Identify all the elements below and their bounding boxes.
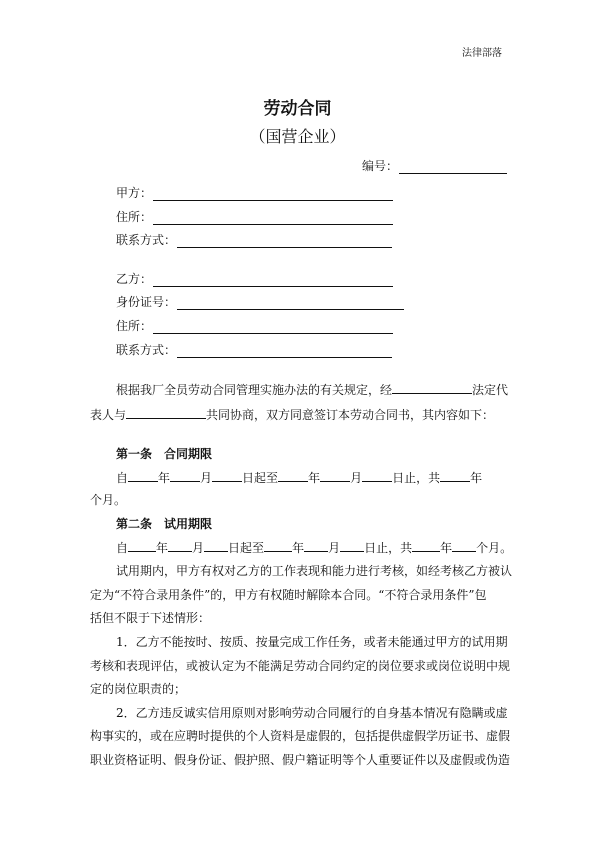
a1-yue-2: 月	[350, 471, 363, 485]
a2-yue-2: 月	[328, 541, 341, 555]
article-2-item-1b: 考核和表现评估，或被认定为不能满足劳动合同约定的岗位要求或岗位说明中规	[90, 659, 511, 673]
article-2-item-2b: 构事实的，或在应聘时提供的个人资料是虚假的，包括提供虚假学历证书、虚假	[90, 729, 511, 743]
party-b-address-blank	[153, 320, 393, 334]
intro-line-2	[90, 405, 494, 423]
a2-blank-day2	[340, 538, 364, 552]
article-1-line-1	[116, 468, 482, 486]
party-b-id-field	[116, 293, 404, 310]
party-a-name-field	[116, 184, 393, 201]
a1-blank-year2	[278, 468, 308, 482]
party-a-address-label: 住所：	[116, 210, 153, 224]
article-2-para-1c: 括但不限于下述情形：	[90, 611, 211, 625]
party-a-contact-field	[116, 231, 392, 248]
party-b-contact-label: 联系方式：	[116, 343, 177, 357]
a2-blank-year2	[264, 538, 292, 552]
party-a-address-field	[116, 208, 393, 225]
party-b-address-label: 住所：	[116, 319, 153, 333]
intro-line-1	[116, 380, 508, 398]
a1-riqizhi: 日起至	[242, 471, 279, 485]
a2-blank-day1	[204, 538, 228, 552]
document-subtitle: （国营企业）	[249, 127, 346, 146]
a1-nian-end: 年	[470, 471, 483, 485]
party-a-name-label: 甲方：	[116, 186, 153, 200]
party-b-contact-field	[116, 341, 392, 358]
a1-blank-day1	[212, 468, 242, 482]
party-b-contact-blank	[177, 344, 392, 358]
a2-nian: 年	[156, 541, 169, 555]
a2-nian-3: 年	[440, 541, 453, 555]
header-brand: 法律部落	[462, 48, 502, 59]
a1-yue: 月	[200, 471, 213, 485]
a2-zi: 自	[116, 541, 129, 555]
contract-number-label: 编号：	[362, 159, 399, 173]
a2-geyue: 个月。	[476, 541, 513, 555]
article-1-line-2: 个月。	[90, 493, 127, 507]
article-2-para-1b: 定为“不符合录用条件”的，甲方有权随时解除本合同。“不符合录用条件”包	[90, 588, 487, 602]
intro-text-3: 表人与	[90, 408, 127, 422]
article-2-item-1a: 1．乙方不能按时、按质、按量完成工作任务，或者未能通过甲方的试用期	[116, 635, 508, 649]
party-b-name-label: 乙方：	[116, 272, 153, 286]
intro-blank-2	[126, 405, 206, 419]
intro-text-2: 法定代	[472, 383, 509, 397]
article-2-line-1	[116, 538, 512, 556]
a2-blank-month2	[304, 538, 328, 552]
a1-zi: 自	[116, 471, 129, 485]
document-title: 劳动合同	[263, 99, 332, 119]
party-b-name-field	[116, 270, 393, 287]
a2-blank-years	[412, 538, 440, 552]
contract-number-blank	[399, 160, 507, 174]
party-a-address-blank	[153, 211, 393, 225]
a2-blank-months	[452, 538, 476, 552]
a2-riqizhi: 日起至	[228, 541, 265, 555]
intro-text-1: 根据我厂全员劳动合同管理实施办法的有关规定，经	[116, 383, 393, 397]
party-b-address-field	[116, 317, 393, 334]
a1-blank-year1	[128, 468, 158, 482]
article-2-item-1c: 定的岗位职责的；	[90, 682, 187, 696]
contract-number-field	[362, 157, 507, 174]
a2-blank-month1	[168, 538, 192, 552]
a1-nian: 年	[158, 471, 171, 485]
party-a-contact-label: 联系方式：	[116, 233, 177, 247]
article-2-item-2c: 职业资格证明、假身份证、假护照、假户籍证明等个人重要证件以及虚假或伪造	[90, 753, 511, 767]
a1-nian-2: 年	[308, 471, 321, 485]
article-2-heading: 第二条 试用期限	[116, 517, 213, 531]
article-2-para-1a: 试用期内，甲方有权对乙方的工作表现和能力进行考核，如经考核乙方被认	[116, 564, 513, 578]
a1-blank-month2	[320, 468, 350, 482]
party-b-id-label: 身份证号：	[116, 295, 177, 309]
a2-nian-2: 年	[292, 541, 305, 555]
a1-blank-day2	[362, 468, 392, 482]
a2-yue: 月	[192, 541, 205, 555]
party-b-id-blank	[177, 296, 404, 310]
party-a-name-blank	[153, 187, 393, 201]
a1-blank-years	[440, 468, 470, 482]
party-a-contact-blank	[177, 234, 392, 248]
a2-rizhi-gong: 日止，共	[364, 541, 413, 555]
a1-rizhi-gong: 日止，共	[392, 471, 441, 485]
intro-blank-1	[392, 380, 472, 394]
a2-blank-year1	[128, 538, 156, 552]
article-2-item-2a: 2．乙方违反诚实信用原则对影响劳动合同履行的自身基本情况有隐瞒或虚	[116, 706, 508, 720]
article-1-heading: 第一条 合同期限	[116, 447, 213, 461]
party-b-name-blank	[153, 273, 393, 287]
a1-blank-month1	[170, 468, 200, 482]
intro-text-4: 共同协商，双方同意签订本劳动合同书，其内容如下：	[206, 408, 495, 422]
